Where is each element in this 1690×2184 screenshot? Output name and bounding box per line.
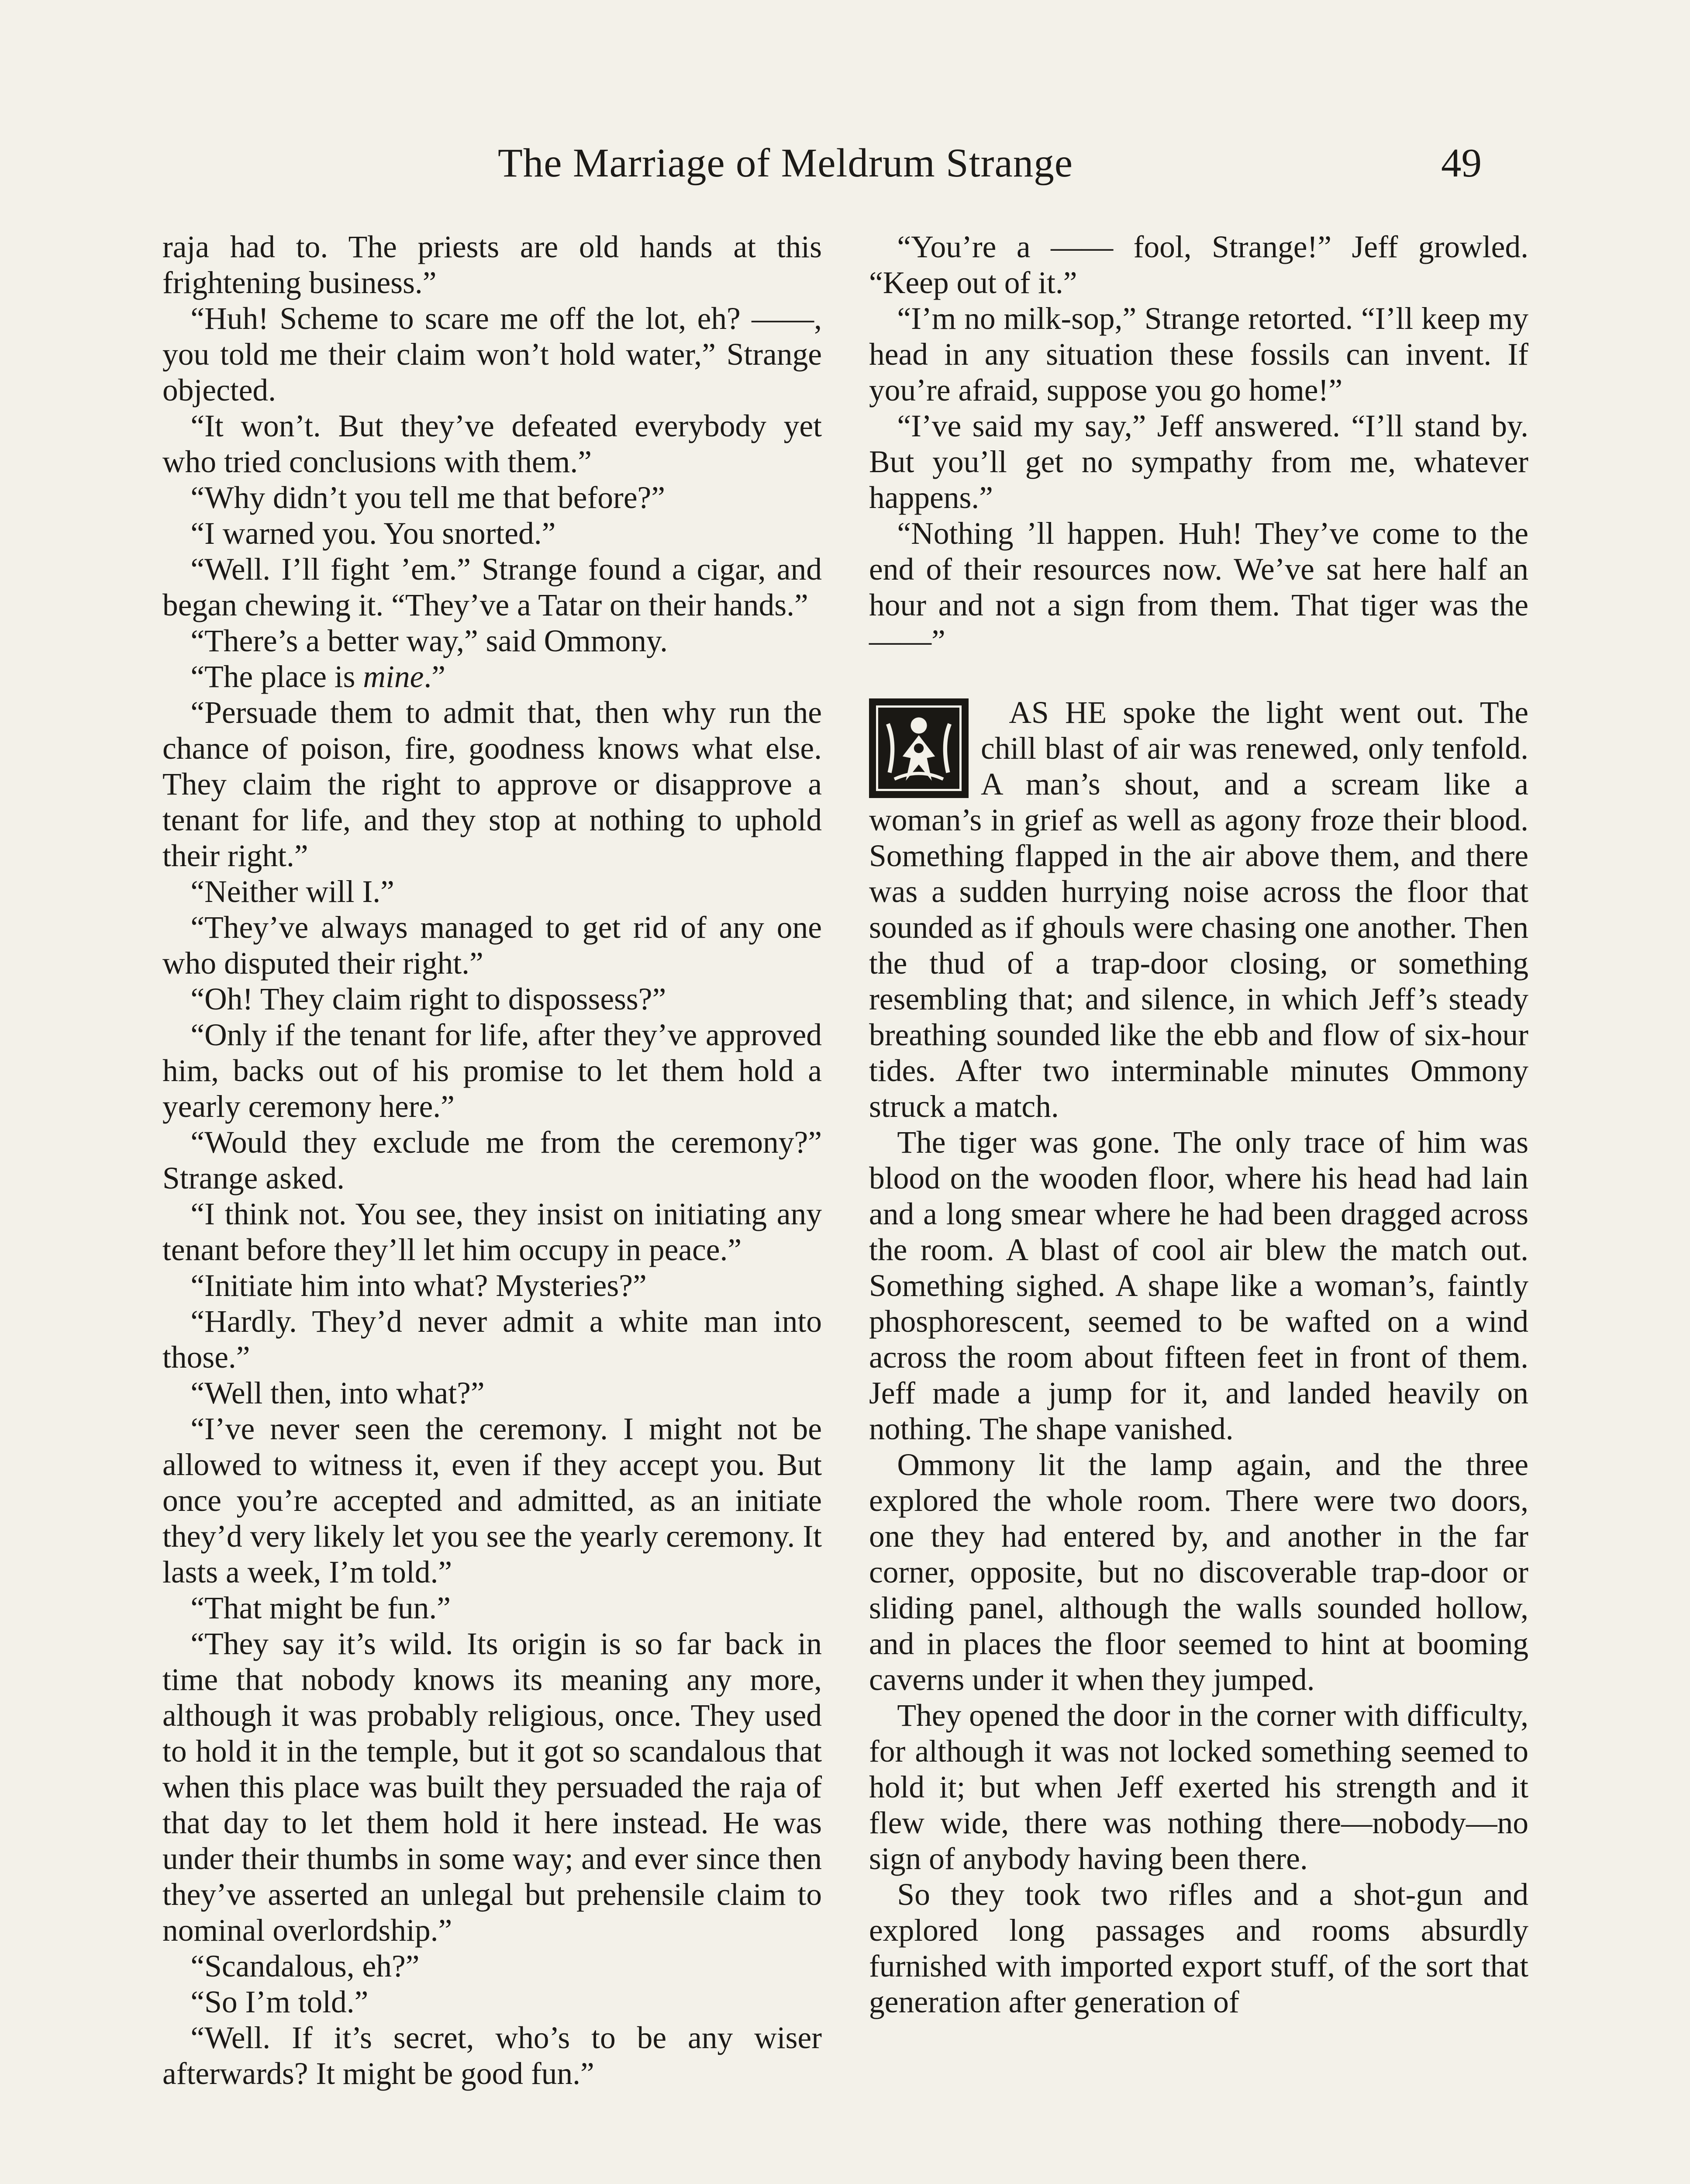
emphasis-word: mine [363, 660, 424, 694]
emphasis-close: .” [424, 660, 445, 694]
paragraph: “I’ve said my say,” Jeff answered. “I’ll stand by. But you’ll get no sympathy from me, whatever happens.” [869, 409, 1528, 515]
paragraph: So they took two rifles and a shot-gun and explored long passages and rooms absurdly furnished with imported export stuff, of the sort that generation after generation of [869, 1877, 1528, 2019]
paragraph: raja had to. The priests are old hands at this frightening business.” [162, 230, 822, 300]
ornamental-dropcap-icon [869, 698, 969, 798]
right-column [869, 229, 1528, 2020]
section-break [869, 659, 1528, 695]
paragraph: “Nothing ’ll happen. Huh! They’ve come to the end of their resources now. We’ve sat here half an hour and not a sign from them. That tiger was the ——” [869, 516, 1528, 658]
paragraph: “That might be fun.” [190, 1591, 451, 1625]
paragraph: “Well. I’ll fight ’em.” Strange found a cigar, and began chewing it. “They’ve a Tatar on their hands.” [162, 552, 822, 622]
paragraph: “There’s a better way,” said Ommony. [190, 624, 668, 658]
dropcap-paragraph [869, 695, 1528, 1125]
paragraph: “You’re a —— fool, Strange!” Jeff growled. “Keep out of it.” [869, 230, 1528, 300]
paragraph: “Neither will I.” [190, 874, 394, 909]
paragraph: “They’ve always managed to get rid of any one who disputed their right.” [162, 910, 822, 981]
paragraph: “I’m no milk-sop,” Strange retorted. “I’ll keep my head in any situation these fossils can invent. If you’re afraid, suppose you go home!” [869, 301, 1528, 408]
paragraph: “They say it’s wild. Its origin is so far back in time that nobody knows its meaning any more, although it was probably religious, once. They used to hold it in the temple, but it got so scandalous that when this place was built they persuaded the raja of that day to let them hold it here instead. He was under their thumbs in some way; and ever since then they’ve asserted an unlegal but prehensile claim to nominal overlordship.” [162, 1627, 822, 1948]
running-title: The Marriage of Meldrum Strange [498, 141, 1073, 186]
paragraph: “Well. If it’s secret, who’s to be any wiser afterwards? It might be good fun.” [162, 2021, 822, 2091]
page-number: 49 [1441, 141, 1482, 186]
paragraph: They opened the door in the corner with difficulty, for although it was not locked something seemed to hold it; but when Jeff exerted his strength and it flew wide, there was nothing there—nobody—no sign of anybody having been there. [869, 1698, 1528, 1876]
paragraph: “So I’m told.” [190, 1985, 369, 2019]
paragraph: “Initiate him into what? Mysteries?” [190, 1268, 647, 1303]
paragraph: “I warned you. You snorted.” [190, 516, 556, 551]
paragraph: The tiger was gone. The only trace of him was blood on the wooden floor, where his head had lain and a long smear where he had been dragged across the room. A blast of cool air blew the match out. Something sighed. A shape like a woman’s, faintly phosphorescent, seemed to be wafted on a wind across the room about fifteen feet in front of them. Jeff made a jump for it, and landed heavily on nothing. The shape vanished. [869, 1125, 1528, 1446]
ornament-figures-icon [878, 708, 959, 789]
paragraph: “Hardly. They’d never admit a white man into those.” [162, 1304, 822, 1375]
paragraph: “Would they exclude me from the ceremony?” Strange asked. [162, 1125, 822, 1196]
dropcap-paragraph-text: AS HE spoke the light went out. The chill blast of air was renewed, only tenfold. A man’s shout, and a scream like a woman’s in grief as well as agony froze their blood. Something flapped in the air above them, and there was a sudden hurrying noise across the floor that sounded as if ghouls were chasing one another. Then the thud of a trap-door closing, or something resembling that; and silence, in which Jeff’s steady breathing sounded like the ebb and flow of six-hour tides. After two interminable minutes Ommony struck a match. [869, 695, 1528, 1124]
paragraph: “Huh! Scheme to scare me off the lot, eh? ——, you told me their claim won’t hold water,” Strange objected. [162, 301, 822, 408]
paragraph-emphasis [162, 659, 822, 695]
paragraph: “It won’t. But they’ve defeated everybody yet who tried conclusions with them.” [162, 409, 822, 479]
paragraph: “Well then, into what?” [190, 1376, 485, 1410]
page-header [0, 140, 1690, 201]
emphasis-open: “The place is [190, 660, 363, 694]
paragraph: “Scandalous, eh?” [190, 1949, 420, 1984]
left-column [162, 229, 822, 2092]
paragraph: Ommony lit the lamp again, and the three explored the whole room. There were two doors, one they had entered by, and another in the far corner, opposite, but no discoverable trap-door or sliding panel, although the walls sounded hollow, and in places the floor seemed to hint at booming caverns under it when they jumped. [869, 1448, 1528, 1697]
paragraph: “Persuade them to admit that, then why run the chance of poison, fire, goodness knows what else. They claim the right to approve or disapprove a tenant for life, and they stop at nothing to uphold their right.” [162, 695, 822, 873]
dropcap-ornament [876, 705, 962, 791]
paragraph: “I think not. You see, they insist on initiating any tenant before they’ll let him occupy in peace.” [162, 1197, 822, 1267]
paragraph: “Why didn’t you tell me that before?” [190, 480, 666, 515]
paragraph: “Oh! They claim right to dispossess?” [190, 982, 666, 1016]
paragraph: “Only if the tenant for life, after they’ve approved him, backs out of his promise to let them hold a yearly ceremony here.” [162, 1018, 822, 1124]
paragraph: “I’ve never seen the ceremony. I might not be allowed to witness it, even if they accept you. But once you’re accepted and admitted, as an initiate they’d very likely let you see the yearly ceremony. It lasts a week, I’m told.” [162, 1412, 822, 1590]
